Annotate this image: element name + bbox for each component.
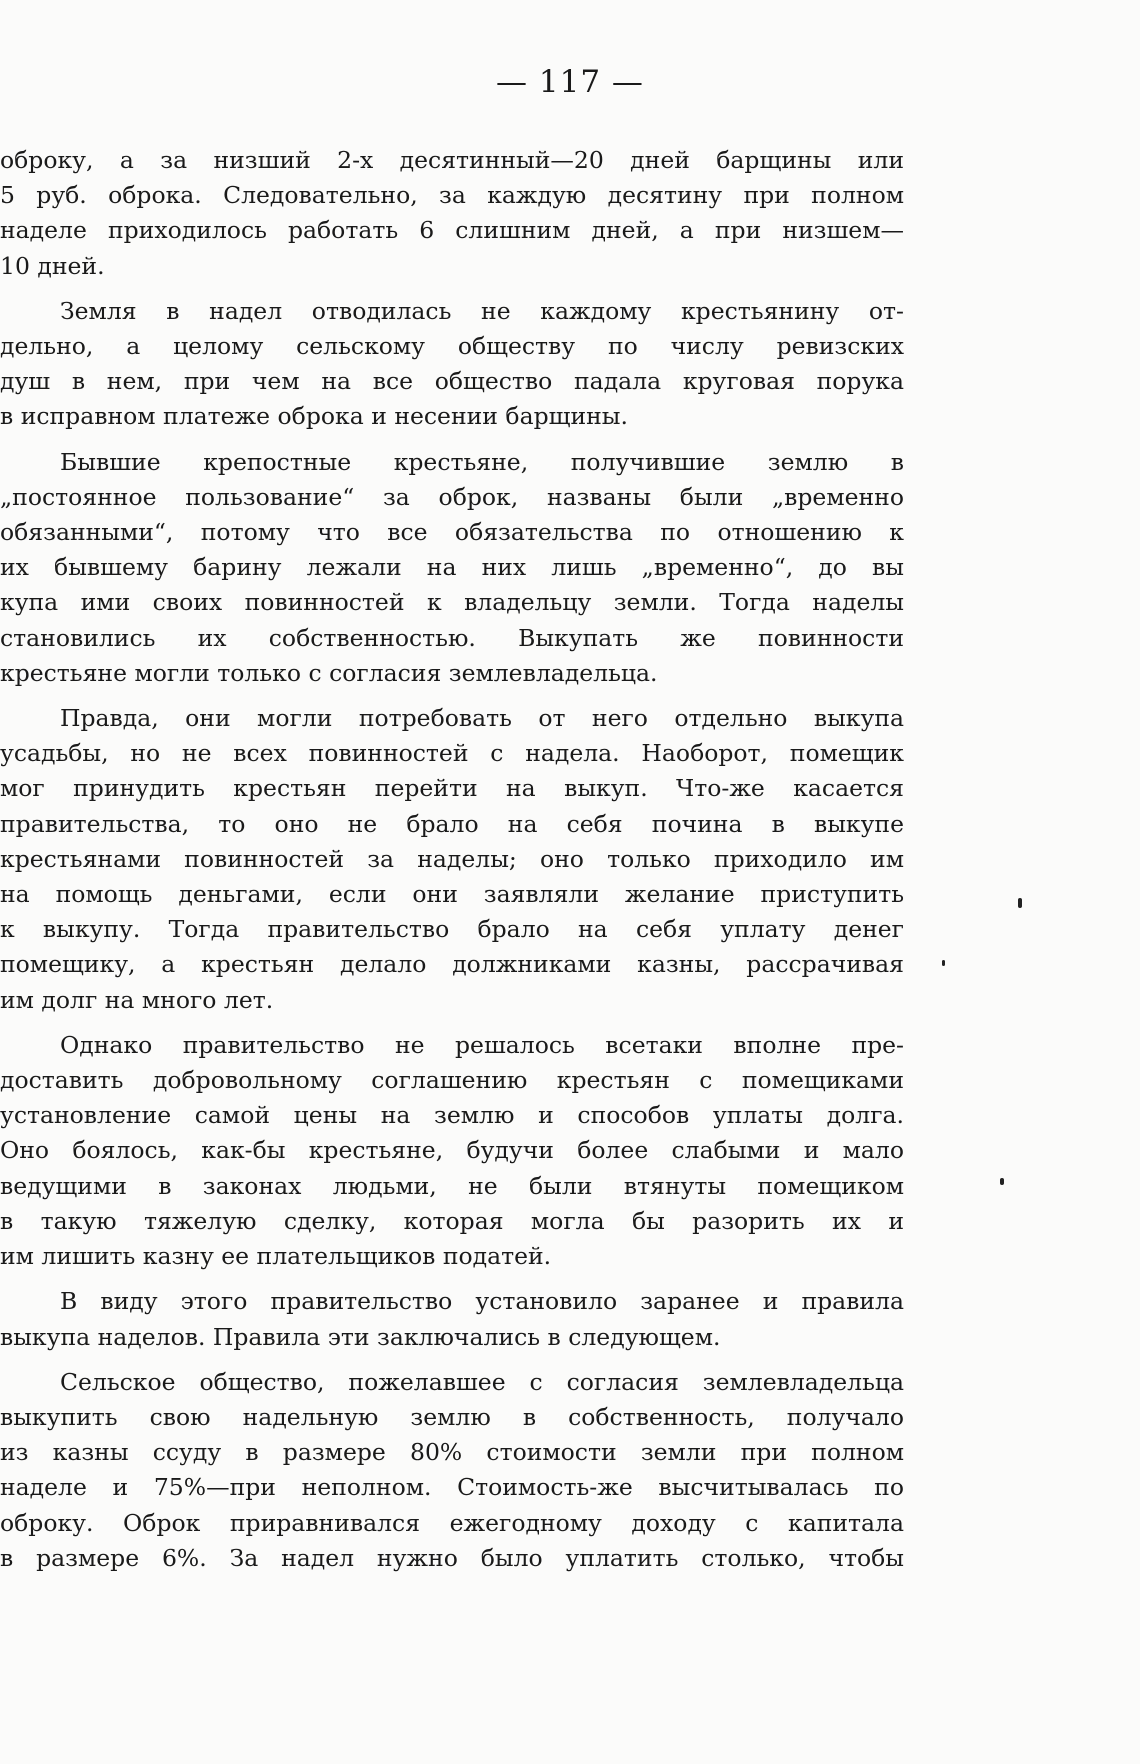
text-line: на помощь деньгами, если они заявляли желание приступить	[0, 880, 904, 909]
text-line: в исправном платеже оброка и несении барщины.	[0, 402, 628, 431]
text-line: Однако правительство не решалось всетаки вполне пре-	[60, 1030, 904, 1059]
text-line: в размере 6%. За надел нужно было уплатить столько, чтобы	[0, 1543, 904, 1572]
paragraph	[0, 701, 904, 1018]
text-line: им лишить казну ее плательщиков податей.	[0, 1242, 552, 1271]
text-line: купа ими своих повинностей к владельцу земли. Тогда наделы	[0, 588, 904, 617]
text-line: Бывшие крепостные крестьяне, получившие землю в	[60, 447, 904, 476]
text-line: к выкупу. Тогда правительство брало на себя уплату денег	[0, 915, 904, 944]
paragraph	[0, 1028, 904, 1274]
text-line: доставить добровольному соглашению крестьян с помещиками	[0, 1066, 904, 1095]
text-line: крестьянами повинностей за наделы; оно только приходило им	[0, 844, 904, 873]
paragraph	[0, 1365, 904, 1576]
text-line: мог принудить крестьян перейти на выкуп. Что-же касается	[0, 774, 904, 803]
paragraph	[0, 445, 904, 691]
text-line: Сельское общество, пожелавшее с согласия землевладельца	[60, 1367, 904, 1396]
text-line: Правда, они могли потребовать от него отдельно выкупа	[60, 704, 904, 733]
text-line: становились их собственностью. Выкупать же повинности	[0, 623, 904, 652]
text-line: ведущими в законах людьми, не были втянуты помещиком	[0, 1171, 904, 1200]
text-line: оброку. Оброк приравнивался ежегодному доходу с капитала	[0, 1508, 904, 1537]
text-line: их бывшему барину лежали на них лишь „временно“, до вы	[0, 553, 904, 582]
text-line: в такую тяжелую сделку, которая могла бы разорить их и	[0, 1206, 904, 1235]
text-line: душ в нем, при чем на все общество падала круговая порука	[0, 367, 904, 396]
text-line: крестьяне могли только с согласия землевладельца.	[0, 658, 658, 687]
text-line: В виду этого правительство установило заранее и правила	[60, 1287, 904, 1316]
page-number: — 117 —	[496, 64, 644, 100]
text-line: правительства, то оно не брало на себя почина в выкупе	[0, 809, 904, 838]
text-line: им долг на много лет.	[0, 985, 274, 1014]
paragraph	[0, 1284, 904, 1354]
text-line: помещику, а крестьян делало должниками казны, рассрачивая	[0, 950, 904, 979]
text-line: обязанными“, потому что все обязательства по отношению к	[0, 518, 904, 547]
scan-speck	[1000, 1178, 1004, 1185]
text-line: Земля в надел отводилась не каждому крестьянину от-	[60, 296, 904, 325]
text-line: наделе приходилось работать 6 слишним дней, а при низшем—	[0, 216, 904, 245]
text-line: из казны ссуду в размере 80% стоимости земли при полном	[0, 1438, 904, 1467]
paragraph	[0, 294, 904, 435]
text-line: оброку, а за низший 2-х десятинный—20 дней барщины или	[0, 146, 904, 174]
text-line: 5 руб. оброка. Следовательно, за каждую десятину при полном	[0, 181, 904, 210]
scan-speck	[942, 960, 945, 966]
text-line: усадьбы, но не всех повинностей с надела. Наоборот, помещик	[0, 739, 904, 768]
text-line: „постоянное пользование“ за оброк, названы были „временно	[0, 482, 904, 511]
text-line: наделе и 75%—при неполном. Стоимость-же высчитывалась по	[0, 1473, 904, 1502]
body-text	[0, 143, 904, 1576]
paragraph	[0, 143, 904, 284]
text-line: выкупа наделов. Правила эти заключались в следующем.	[0, 1322, 721, 1351]
text-line: дельно, а целому сельскому обществу по числу ревизских	[0, 332, 904, 361]
scan-speck	[1018, 898, 1022, 908]
text-line: установление самой цены на землю и способов уплаты долга.	[0, 1101, 904, 1130]
text-line: 10 дней.	[0, 251, 105, 280]
text-line: выкупить свою надельную землю в собственность, получало	[0, 1402, 904, 1431]
text-line: Оно боялось, как-бы крестьяне, будучи более слабыми и мало	[0, 1136, 904, 1165]
